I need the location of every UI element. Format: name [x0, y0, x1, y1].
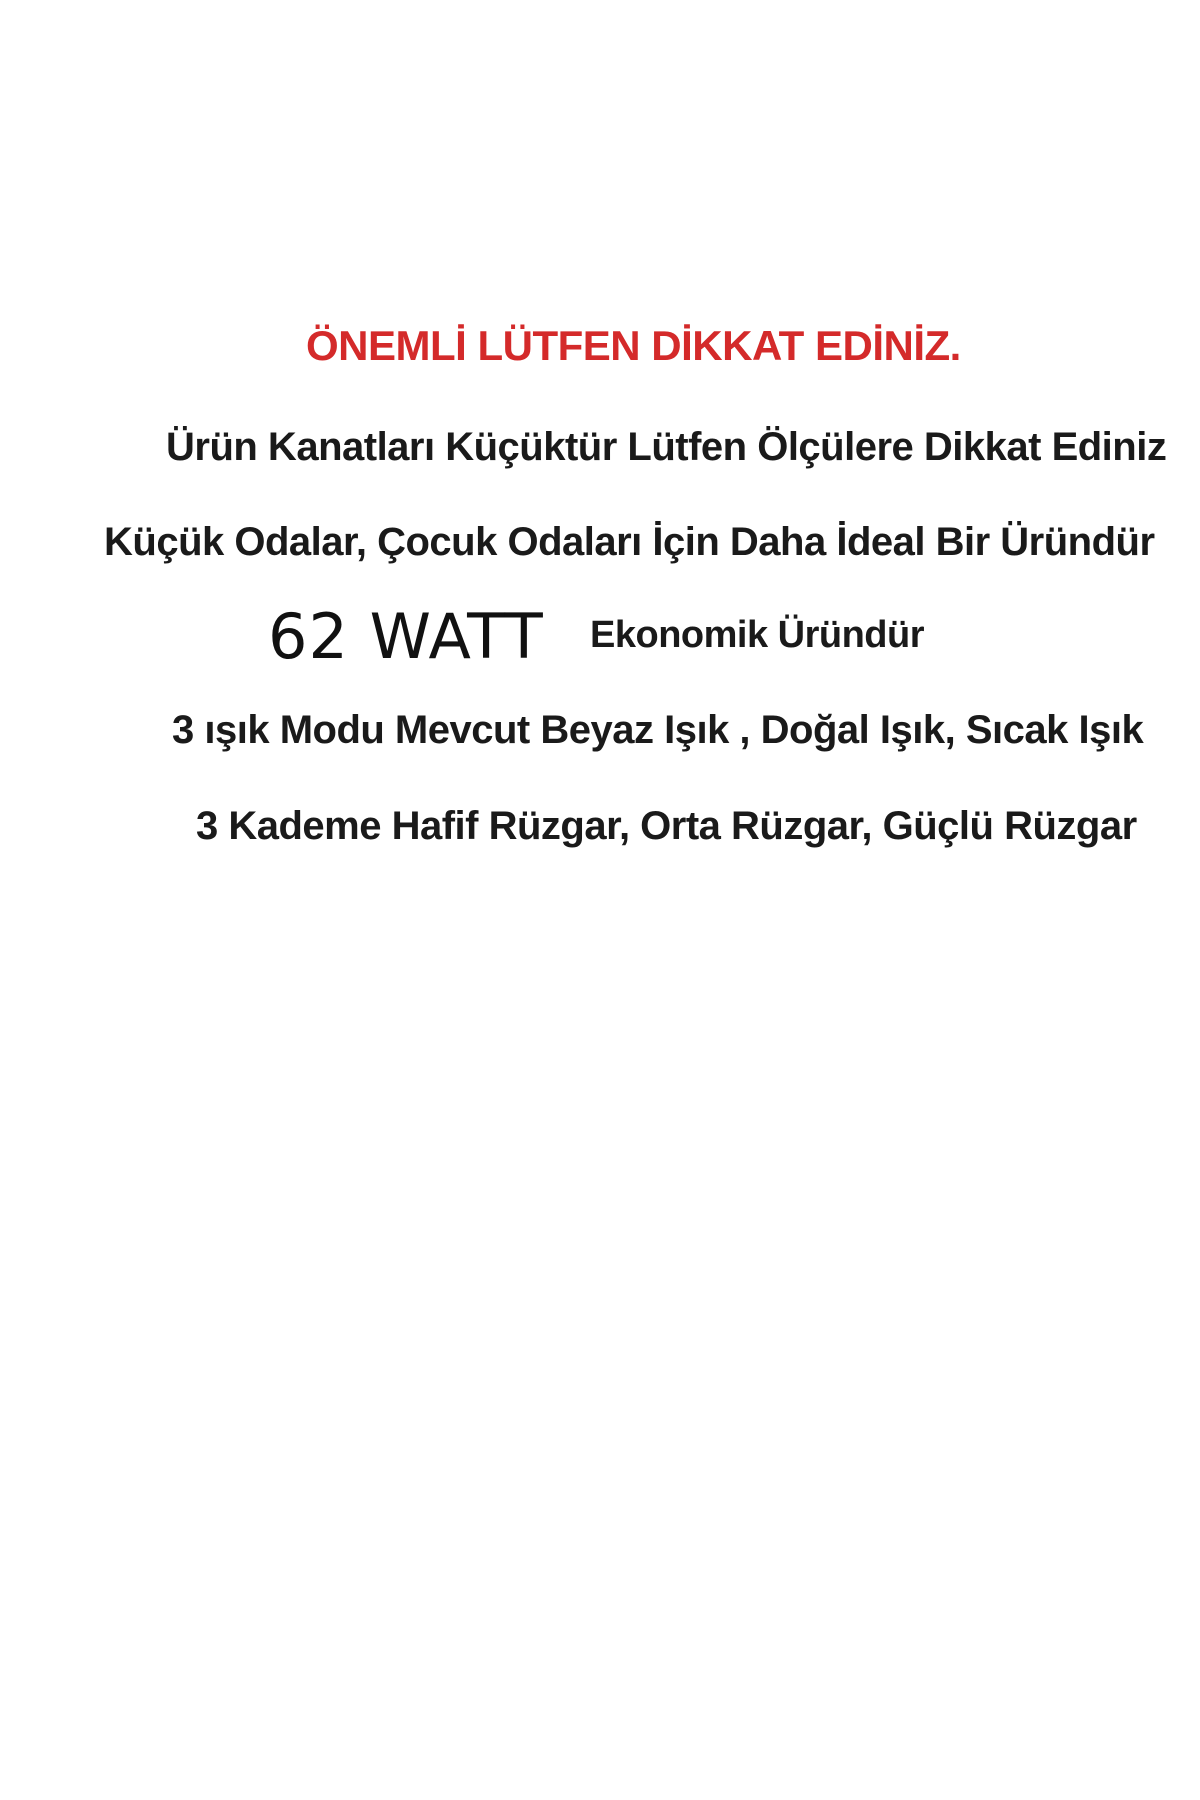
room-suitability-notice: Küçük Odalar, Çocuk Odaları İçin Daha İdeal Bir Üründür: [104, 520, 1155, 564]
light-modes-notice: 3 ışık Modu Mevcut Beyaz Işık , Doğal Işık, Sıcak Işık: [172, 708, 1144, 752]
blade-size-notice: Ürün Kanatları Küçüktür Lütfen Ölçülere Dikkat Ediniz: [166, 425, 1167, 469]
power-rating: 62 WATT: [268, 600, 544, 673]
notice-heading: ÖNEMLİ LÜTFEN DİKKAT EDİNİZ.: [306, 322, 961, 369]
wind-levels-notice: 3 Kademe Hafif Rüzgar, Orta Rüzgar, Güçlü Rüzgar: [196, 804, 1137, 848]
economy-note: Ekonomik Üründür: [590, 614, 925, 656]
